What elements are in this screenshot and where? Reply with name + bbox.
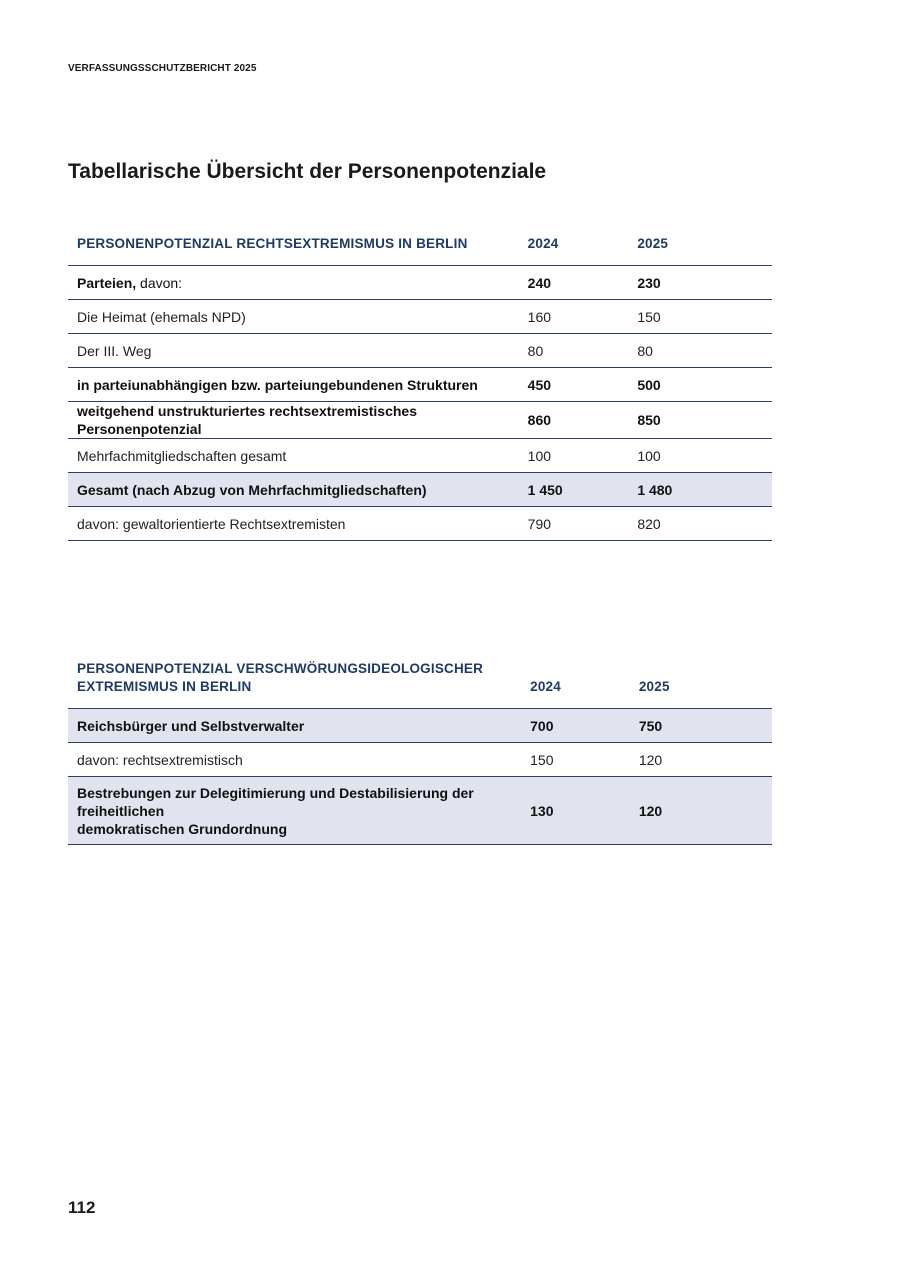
table-right-wing-extremism [68,220,772,541]
row-label [68,266,519,300]
table-conspiracy-extremism [68,660,772,845]
row-value-2025: 500 [628,368,772,402]
row-value-2024: 860 [519,402,629,439]
table-row [68,507,772,541]
row-label-line2: demokratischen Grundordnung [77,820,288,837]
row-label-bold: Parteien, [77,274,137,291]
row-value-2025: 230 [628,266,772,300]
row-value-2024: 150 [521,743,630,777]
row-value-2024: 80 [519,334,629,368]
row-value-2025: 1 480 [628,473,772,507]
row-label: Der III. Weg [68,334,519,368]
column-header-label: PERSONENPOTENZIAL RECHTSEXTREMISMUS IN BERLIN [68,220,519,266]
row-value-2025: 850 [628,402,772,439]
table-row-total [68,473,772,507]
row-value-2024: 700 [521,709,630,743]
row-label [68,777,521,845]
column-header-2025: 2025 [630,660,772,709]
table-row [68,439,772,473]
row-value-2024: 790 [519,507,629,541]
row-value-2025: 750 [630,709,772,743]
row-label: Mehrfachmitgliedschaften gesamt [68,439,519,473]
column-header-label-line1: PERSONENPOTENZIAL VERSCHWÖRUNGSIDEOLOGISCHER [77,661,484,676]
row-value-2024: 100 [519,439,629,473]
row-label: Die Heimat (ehemals NPD) [68,300,519,334]
row-value-2025: 150 [628,300,772,334]
row-value-2025: 120 [630,777,772,845]
row-label: Gesamt (nach Abzug von Mehrfachmitgliedschaften) [68,473,519,507]
running-header: VERFASSUNGSSCHUTZBERICHT 2025 [68,63,257,74]
row-value-2025: 120 [630,743,772,777]
row-value-2024: 240 [519,266,629,300]
row-label: in parteiunabhängigen bzw. parteiungebundenen Strukturen [68,368,519,402]
page-title: Tabellarische Übersicht der Personenpotenziale [68,160,547,183]
row-label: weitgehend unstrukturiertes rechtsextremistisches Personenpotenzial [68,402,519,439]
table-row [68,743,772,777]
row-value-2024: 450 [519,368,629,402]
row-value-2025: 820 [628,507,772,541]
table-row [68,334,772,368]
row-label: davon: gewaltorientierte Rechtsextremisten [68,507,519,541]
row-value-2024: 130 [521,777,630,845]
table-row [68,709,772,743]
column-header-2024: 2024 [519,220,629,266]
table-row [68,777,772,845]
row-label-suffix: davon: [136,274,183,291]
page-number: 112 [68,1198,96,1217]
column-header-2025: 2025 [628,220,772,266]
table-header-row [68,660,772,709]
table-row [68,266,772,300]
row-label-line1: Bestrebungen zur Delegitimierung und Destabilisierung der freiheitlichen [77,784,474,819]
row-value-2025: 80 [628,334,772,368]
table-row [68,402,772,439]
table-row [68,300,772,334]
row-label: Reichsbürger und Selbstverwalter [68,709,521,743]
column-header-label-line2: EXTREMISMUS IN BERLIN [77,679,252,694]
table-header-row [68,220,772,266]
row-value-2024: 1 450 [519,473,629,507]
row-value-2024: 160 [519,300,629,334]
table-row [68,368,772,402]
column-header-2024: 2024 [521,660,630,709]
row-label: davon: rechtsextremistisch [68,743,521,777]
column-header-label [68,660,521,709]
row-value-2025: 100 [628,439,772,473]
